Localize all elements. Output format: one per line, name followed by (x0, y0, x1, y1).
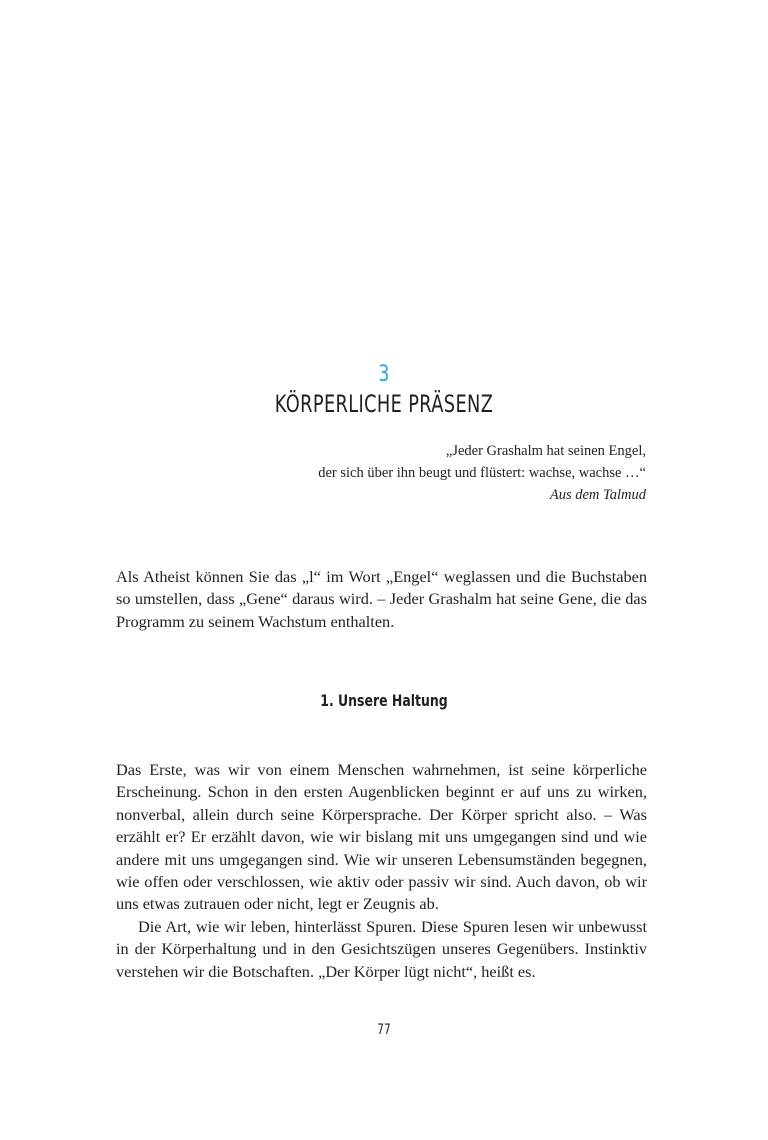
epigraph-line-2: der sich über ihn beugt und flüstert: wachse, wachse …“ (318, 465, 646, 481)
chapter-number: 3 (378, 362, 390, 387)
body-paragraph-1: Das Erste, was wir von einem Menschen wahrnehmen, ist seine körperliche Erscheinung. Schon in den ersten Augenblicken beginnt er auf uns zu wirken, nonverbal, allein durch seine Körpersprache. Der Körper spricht also. – Was erzählt er? Er erzählt davon, wie wir bislang mit uns umgegangen sind und wie andere mit uns umgegangen sind. Wie wir unseren Lebensumständen begegnen, wie offen oder verschlossen, wie aktiv oder passiv wir sind. Auch davon, ob wir uns etwas zutrauen oder nicht, legt er Zeugnis ab. (116, 760, 647, 914)
chapter-title: KÖRPERLICHE PRÄSENZ (274, 390, 494, 418)
intro-text (116, 566, 647, 633)
intro-paragraph: Als Atheist können Sie das „l“ im Wort „Engel“ weglassen und die Buchstaben so umstellen, dass „Gene“ daraus wird. – Jeder Grashalm hat seine Gene, die das Programm zu seinem Wachstum enthalten. (116, 567, 647, 631)
section-heading: 1. Unsere Haltung (320, 691, 448, 710)
body-paragraph-2: Die Art, wie wir leben, hinterlässt Spuren. Diese Spuren lesen wir unbewusst in der Körperhaltung und in den Gesichtszügen unseres Gegenübers. Instinktiv verstehen wir die Botschaften. „Der Körper lügt nicht“, heißt es. (116, 916, 647, 981)
epigraph-line-1: „Jeder Grashalm hat seinen Engel, (445, 443, 646, 459)
section-body (116, 759, 647, 983)
epigraph-source: Aus dem Talmud (549, 487, 646, 503)
epigraph (226, 440, 646, 506)
page-number: 77 (377, 1022, 391, 1038)
